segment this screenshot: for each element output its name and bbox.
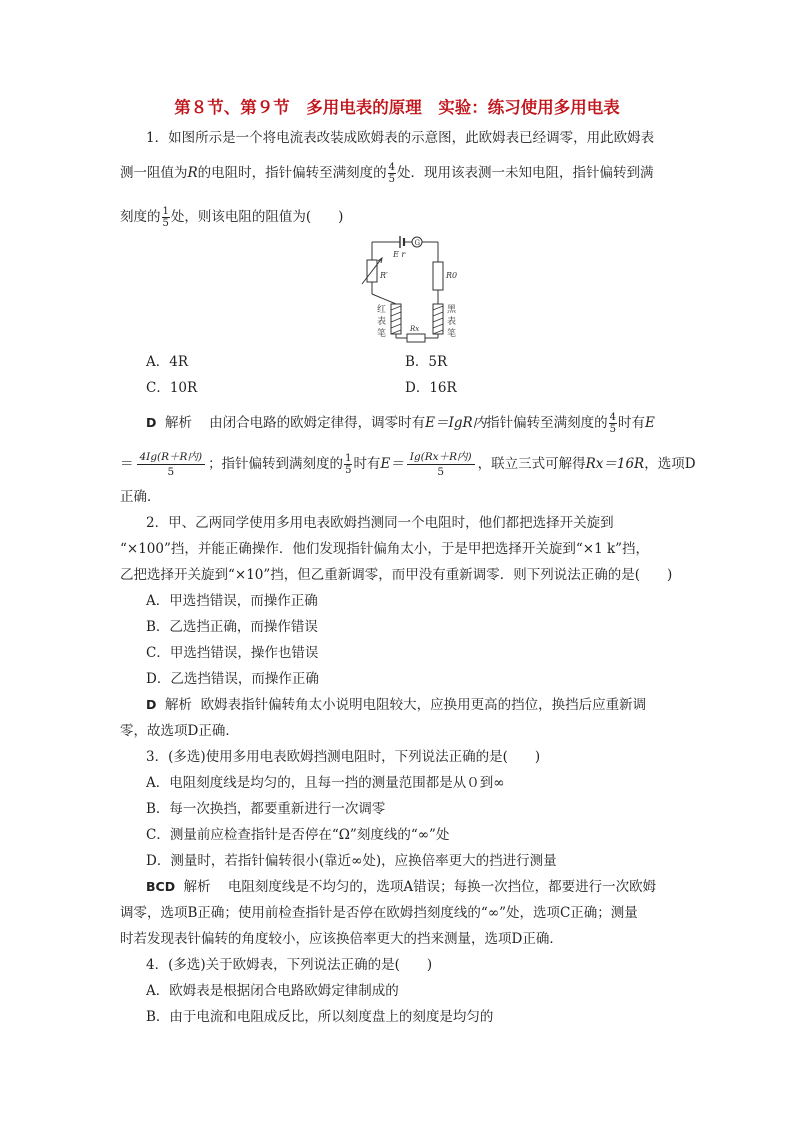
- q2-line3: 乙把选择开关旋到“×10”挡，但乙重新调零，而甲没有重新调零．则下列说法正确的是( ): [120, 567, 673, 583]
- q2-line2: “×100”挡，并能正确操作．他们发现指针偏角太小，于是甲把选择开关旋到“×1 k”挡，: [120, 541, 650, 557]
- svg-text:笔: 笔: [377, 329, 387, 339]
- q3-line1: 3．(多选)使用多用电表欧姆挡测电阻时，下列说法正确的是( ): [146, 749, 541, 765]
- fraction-four-fifths: $\frac{4}{5}$: [388, 162, 396, 185]
- q1-option-d[interactable]: D．16R: [405, 380, 457, 396]
- q1-option-a[interactable]: A．4R: [146, 354, 189, 370]
- label-red-probe: 红: [377, 305, 387, 315]
- q1-analysis-line2: ＝ $\frac{\text{4Ig(R＋R内)}}{5}$ ；指针偏转到满刻度的 $\frac{1}{5}$ 时有E＝ $\frac{\text{Ig(Rx＋R内)}}{5}$ ，联立三式可解得Rx＝16R，选项D: [120, 451, 696, 478]
- svg-text:表: 表: [377, 317, 387, 327]
- fraction-one-fifth: $\frac{1}{5}$: [162, 206, 169, 229]
- q1-line2: 测一阻值为R的电阻时，指针偏转至满刻度的 $\frac{4}{5}$ 处．现用该表测一未知电阻，指针偏转到满: [120, 162, 654, 185]
- q1-option-c[interactable]: C．10R: [146, 380, 198, 396]
- q2-option-a[interactable]: A．甲选挡错误，而操作正确: [146, 593, 318, 609]
- q3-analysis-line1: BCD 解析 电阻刻度线是不均匀的，选项A错误；每换一次挡位，都要进行一次欧姆: [146, 879, 657, 895]
- q1-line1: 1．如图所示是一个将电流表改装成欧姆表的示意图，此欧姆表已经调零，用此欧姆表: [146, 130, 655, 146]
- q4-line1: 4．(多选)关于欧姆表，下列说法正确的是( ): [146, 957, 433, 973]
- q3-analysis-line2: 调零，选项B正确；使用前检查指针是否停在欧姆挡刻度线的“∞”处，选项C正确；测量: [120, 905, 638, 921]
- q4-option-a[interactable]: A．欧姆表是根据闭合电路欧姆定律制成的: [146, 983, 399, 999]
- q3-option-d[interactable]: D．测量时，若指针偏转很小(靠近∞处)，应换倍率更大的挡进行测量: [146, 853, 557, 869]
- q2-option-d[interactable]: D．乙选挡错误，而操作正确: [146, 671, 319, 687]
- q1-analysis-line1: D 解析 由闭合电路的欧姆定律得，调零时有E＝IgR内指针偏转至满刻度的 $\frac{4}{5}$ 时有E: [146, 412, 655, 435]
- q1-line3: 刻度的 $\frac{1}{5}$ 处，则该电阻的阻值为( ): [120, 206, 344, 229]
- q4-option-b[interactable]: B．由于电流和电阻成反比，所以刻度盘上的刻度是均匀的: [146, 1009, 494, 1025]
- svg-text:表: 表: [447, 317, 457, 327]
- label-black-probe: 黑: [447, 305, 457, 315]
- q3-option-c[interactable]: C．测量前应检查指针是否停在“Ω”刻度线的“∞”处: [146, 827, 450, 843]
- svg-text:笔: 笔: [447, 329, 457, 339]
- q1-analysis-line3: 正确．: [120, 489, 161, 505]
- q2-line1: 2．甲、乙两同学使用多用电表欧姆挡测同一个电阻时，他们都把选择开关旋到: [146, 515, 614, 531]
- q1-answer: D: [146, 415, 157, 430]
- label-emf: E r: [393, 250, 406, 259]
- q3-option-a[interactable]: A．电阻刻度线是均匀的，且每一挡的测量范围都是从０到∞: [146, 775, 505, 791]
- q3-analysis-line3: 时若发现表针偏转的角度较小，应该换倍率更大的挡来测量，选项D正确．: [120, 931, 563, 947]
- q3-option-b[interactable]: B．每一次换挡，都要重新进行一次调零: [146, 801, 386, 817]
- label-galvanometer: G: [414, 239, 421, 247]
- label-r-prime: R′: [380, 271, 388, 280]
- label-rx: Rx: [410, 325, 420, 333]
- q1-option-b[interactable]: B．5R: [405, 354, 448, 370]
- ohmmeter-circuit-diagram: [350, 232, 480, 347]
- q2-analysis-line1: D 解析 欧姆表指针偏转角太小说明电阻较大，应换用更高的挡位，换挡后应重新调: [146, 697, 647, 713]
- q2-option-b[interactable]: B．乙选挡正确，而操作错误: [146, 619, 318, 635]
- page-title: 第８节、第９节 多用电表的原理 实验：练习使用多用电表: [174, 98, 620, 117]
- q3-answer: BCD: [146, 879, 176, 894]
- q2-analysis-line2: 零，故选项D正确．: [120, 723, 239, 739]
- q2-option-c[interactable]: C．甲选挡错误，操作也错误: [146, 645, 319, 661]
- q2-answer: D: [146, 697, 157, 712]
- label-r0: R0: [446, 271, 458, 280]
